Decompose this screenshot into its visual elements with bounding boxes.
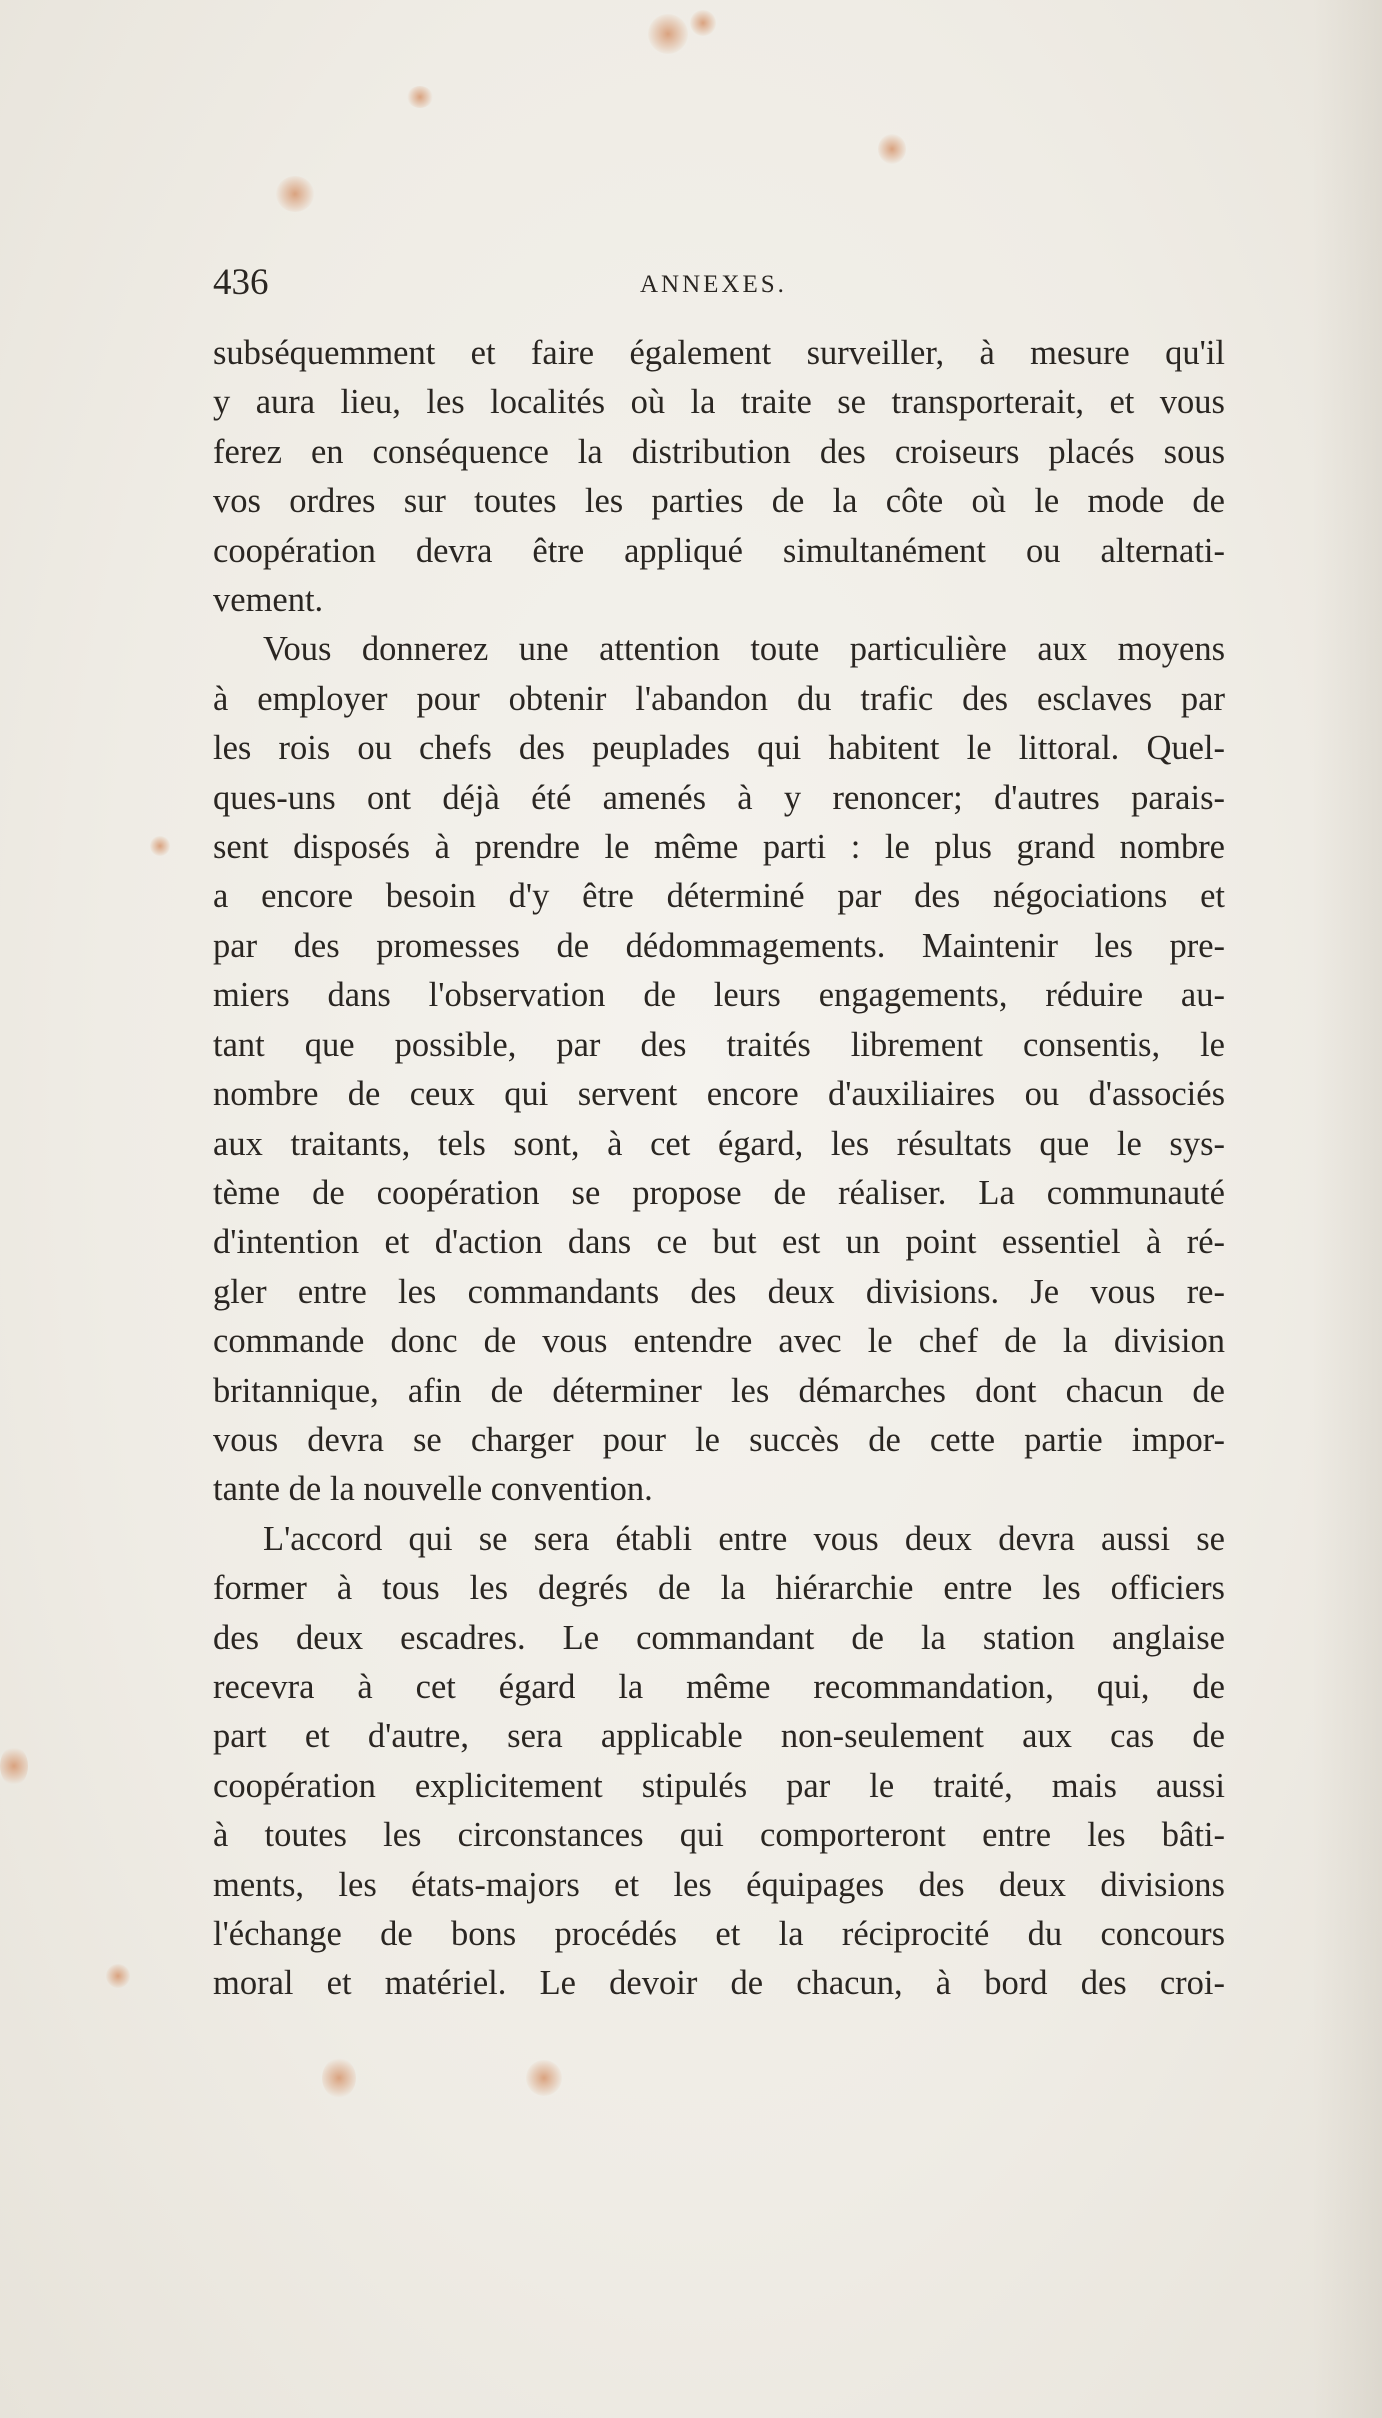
text-line: L'accord qui se sera établi entre vous deux devra aussi se [263,1519,1225,1558]
text-line: vos ordres sur toutes les parties de la côte où le mode de [213,482,1225,521]
foxing-stain [526,2060,562,2096]
text-line: a encore besoin d'y être déterminé par des négociations et [213,877,1225,916]
foxing-stain [106,1964,130,1988]
text-line: former à tous les degrés de la hiérarchie entre les officiers [213,1569,1225,1608]
text-line: ferez en conséquence la distribution des croiseurs placés sous [213,432,1225,471]
text-line: Vous donnerez une attention toute particulière aux moyens [263,630,1225,669]
page-edge-shadow [1312,0,1382,2418]
text-line: part et d'autre, sera applicable non-seulement aux cas de [213,1717,1225,1756]
text-line: à toutes les circonstances qui comporteront entre les bâti- [213,1816,1225,1855]
text-line: par des promesses de dédommagements. Maintenir les pre- [213,926,1225,965]
text-line: commande donc de vous entendre avec le chef de la division [213,1322,1225,1361]
foxing-stain [150,836,170,856]
text-line: recevra à cet égard la même recommandation, qui, de [213,1667,1225,1706]
text-line: coopération devra être appliqué simultanément ou alternati- [213,531,1225,570]
text-line: moral et matériel. Le devoir de chacun, à bord des croi- [213,1964,1225,2003]
foxing-stain [878,134,906,164]
foxing-stain [276,176,314,212]
text-line: d'intention et d'action dans ce but est un point essentiel à ré- [213,1223,1225,1262]
foxing-stain [407,86,433,108]
foxing-stain [690,10,716,36]
text-line: des deux escadres. Le commandant de la station anglaise [213,1618,1225,1657]
text-line: gler entre les commandants des deux divisions. Je vous re- [213,1272,1225,1311]
text-line: l'échange de bons procédés et la réciprocité du concours [213,1915,1225,1953]
foxing-stain [648,14,688,54]
text-line: nombre de ceux qui servent encore d'auxiliaires ou d'associés [213,1075,1225,1114]
text-line: subséquemment et faire également surveiller, à mesure qu'il [213,334,1225,372]
text-line: y aura lieu, les localités où la traite se transporterait, et vous [213,383,1225,422]
running-head: ANNEXES. [640,271,787,298]
body-text [213,329,1225,2009]
page-number: 436 [213,262,269,303]
text-line: vement. [213,581,324,620]
text-line: ments, les états-majors et les équipages des deux divisions [213,1865,1225,1904]
text-line: coopération explicitement stipulés par le traité, mais aussi [213,1766,1225,1805]
text-line: vous devra se charger pour le succès de cette partie impor- [213,1420,1225,1459]
foxing-stain [0,1746,28,1786]
text-line: britannique, afin de déterminer les démarches dont chacun de [213,1371,1225,1410]
text-line: tante de la nouvelle convention. [213,1470,653,1509]
text-line: à employer pour obtenir l'abandon du trafic des esclaves par [213,679,1225,718]
foxing-stain [322,2058,356,2098]
text-line: aux traitants, tels sont, à cet égard, les résultats que le sys- [213,1124,1225,1163]
text-line: sent disposés à prendre le même parti : le plus grand nombre [213,828,1225,867]
text-line: tant que possible, par des traités librement consentis, le [213,1025,1225,1064]
text-line: tème de coopération se propose de réaliser. La communauté [213,1173,1225,1212]
page-header [213,258,1225,308]
text-line: les rois ou chefs des peuplades qui habitent le littoral. Quel- [213,729,1225,768]
text-line: ques-uns ont déjà été amenés à y renoncer; d'autres parais- [213,778,1225,817]
text-line: miers dans l'observation de leurs engagements, réduire au- [213,976,1225,1015]
